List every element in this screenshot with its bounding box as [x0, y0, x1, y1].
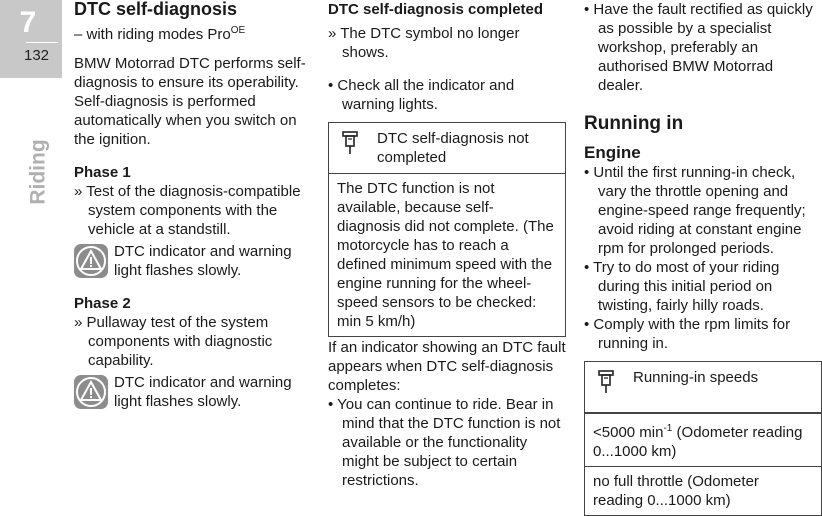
column-3: [584, 0, 822, 516]
page-number: 132: [24, 47, 50, 64]
check-bullet: • Check all the indicator and warning lights.: [328, 77, 515, 113]
phase2-heading: Phase 2: [74, 295, 131, 312]
phase1-step: » Test of the diagnosis-compatible system components with the vehicle at a standstill.: [74, 183, 301, 238]
note-title: DTC self-diagnosis not completed: [377, 130, 529, 166]
completed-step-text: The DTC symbol no longer shows.: [340, 25, 520, 61]
note-box: [328, 122, 566, 337]
running-in-heading: Running in: [584, 113, 684, 134]
completed-heading: DTC self-diagnosis completed: [328, 1, 544, 18]
list-item: • Try to do most of your riding during this initial period on twisting, fairly hilly roads.: [584, 259, 780, 314]
column-2: [328, 0, 566, 490]
row1-sup: -1: [663, 423, 673, 434]
intro-paragraph: BMW Motorrad DTC performs self-diagnosis to ensure its operability. Self-diagnosis is performed automatically when you switch on the ignition.: [74, 55, 306, 148]
page-title: DTC self-diagnosis: [74, 0, 238, 19]
phase2-step: » Pullaway test of the system components with diagnostic capability.: [74, 314, 273, 369]
phase1-warning-text: DTC indicator and warning light flashes slowly.: [114, 243, 292, 279]
note-pin-icon: [341, 129, 363, 160]
continue-bullet-text: You can continue to ride. Bear in mind that the DTC function is not available or the functionality might be subject to certain restrictions.: [337, 396, 561, 489]
list-item: • Comply with the rpm limits for running in.: [584, 316, 791, 352]
phase2-warning-text: DTC indicator and warning light flashes slowly.: [114, 374, 292, 410]
subtitle-sup: OE: [230, 25, 246, 36]
check-bullet-text: Check all the indicator and warning lights.: [337, 77, 515, 113]
note-header: [329, 123, 565, 174]
chapter-number: 7: [19, 6, 37, 39]
rectify-bullet: • Have the fault rectified as quickly as possible by a specialist workshop, preferably an authorised BMW Motorrad dealer.: [584, 1, 813, 94]
list-item-text: Until the first running-in check, vary the throttle opening and engine-speed range frequently; avoid riding at constant engine rpm for prolonged periods.: [593, 164, 806, 257]
engine-heading: Engine: [584, 143, 641, 162]
phase2-step-text: Pullaway test of the system components with diagnostic capability.: [86, 314, 273, 369]
phase1-heading: Phase 1: [74, 164, 131, 181]
rectify-bullet-text: Have the fault rectified as quickly as possible by a specialist workshop, preferably an authorised BMW Motorrad dealer.: [593, 1, 813, 94]
side-title: [26, 140, 56, 210]
fault-paragraph: If an indicator showing an DTC fault appears when DTC self-diagnosis completes:: [328, 339, 566, 394]
subtitle-text: – with riding modes Pro: [74, 26, 231, 43]
chapter-tab: [0, 0, 62, 78]
table-pin-icon: [597, 368, 619, 399]
row1-rest: (Odometer reading 0...1000 km): [593, 424, 803, 460]
note-body: The DTC function is not available, because self-diagnosis did not complete. (The motorcycle has to reach a defined minimum speed with the engine running for the wheel-speed sensors to be checked: min 5 km/h): [337, 180, 554, 330]
tab-divider: [26, 42, 58, 43]
column-1: [74, 0, 310, 411]
subtitle: [74, 21, 310, 44]
row1-text: <5000 min: [593, 424, 664, 441]
running-in-table: [584, 361, 822, 516]
table-title: Running-in speeds: [633, 369, 759, 386]
list-item: • Until the first running-in check, vary the throttle opening and engine-speed range frequently; avoid riding at constant engine rpm for prolonged periods.: [584, 164, 806, 257]
side-title-text: Riding: [26, 139, 50, 205]
phase1-warning: [74, 242, 310, 280]
phase1-step-text: Test of the diagnosis-compatible system components with the vehicle at a standstill.: [86, 183, 301, 238]
list-item-text: Comply with the rpm limits for running in.: [593, 316, 791, 352]
warning-triangle-icon: [74, 375, 108, 409]
table-row: no full throttle (Odometer reading 0...1000 km): [585, 466, 821, 515]
phase2-warning: [74, 373, 310, 411]
list-item-text: Try to do most of your riding during this initial period on twisting, fairly hilly roads.: [593, 259, 780, 314]
table-row: [585, 413, 821, 466]
table-header: [585, 362, 821, 413]
completed-step: » The DTC symbol no longer shows.: [328, 25, 520, 61]
continue-bullet: • You can continue to ride. Bear in mind that the DTC function is not available or the functionality might be subject to certain restrictions.: [328, 396, 561, 489]
warning-triangle-icon: [74, 244, 108, 278]
